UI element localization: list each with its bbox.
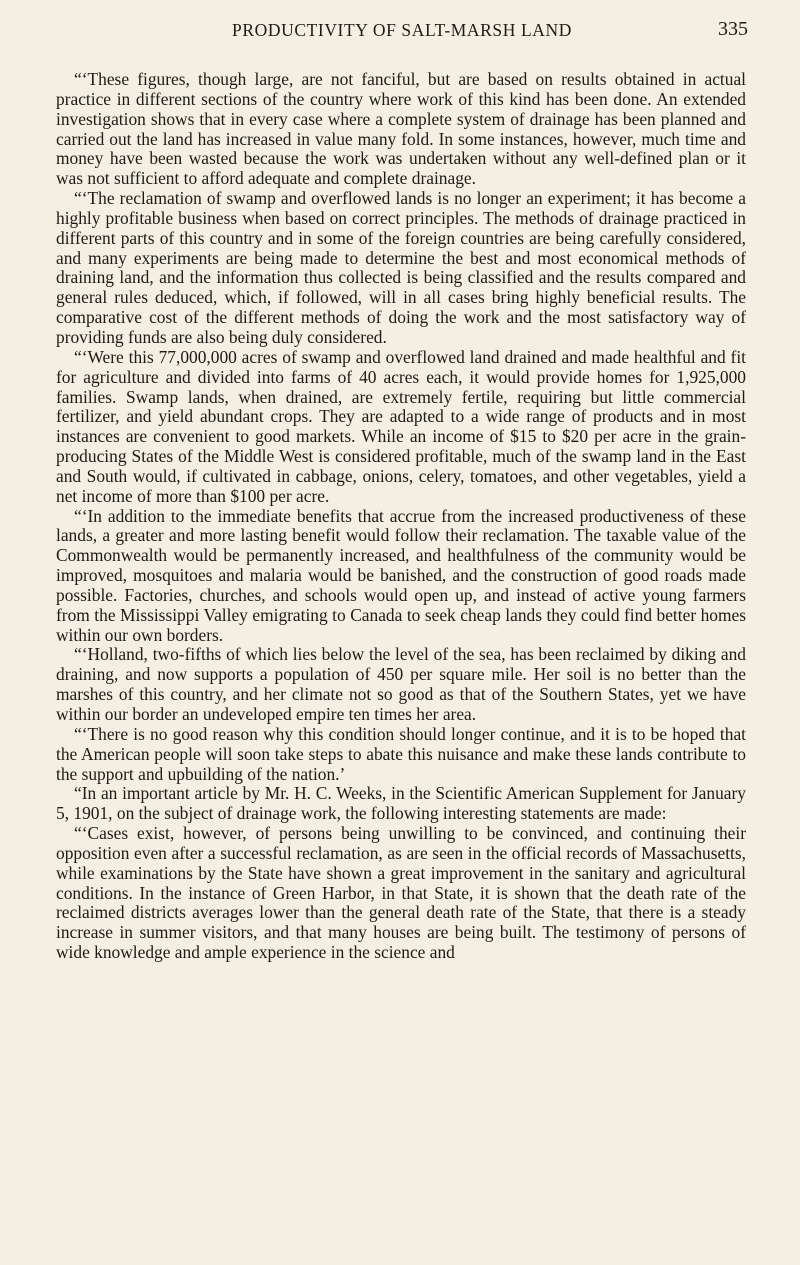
running-title: PRODUCTIVITY OF SALT-MARSH LAND bbox=[232, 20, 572, 40]
paragraph-benefits: “‘In addition to the immediate benefits that accrue from the increased productiveness of these lands, a greater and more lasting benefit would follow their reclamation. The taxable value of the Commonwealth would be permanently increased, and healthfulness of the community would be improved, mosquitoes and malaria would be banished, and the construction of good roads made possible. Factories, churches, and schools would open up, and instead of active young farmers from the Mississippi Valley emigrating to Canada to seek cheap lands they could find better homes within our own borders. bbox=[56, 505, 746, 645]
paragraph-massachusetts: “‘Cases exist, however, of persons being unwilling to be convinced, and continuing their opposition even after a successful reclamation, as are seen in the official records of Massachusetts, while examinations by the State have shown a great improvement in the sanitary and agricultural conditions. In the instance of Green Harbor, in that State, it is shown that the death rate of the reclaimed districts averages lower than the general death rate of the State, that there is a steady increase in summer visitors, and that many houses are being built. The testimony of persons of wide knowledge and ample experience in the science and bbox=[56, 823, 746, 963]
paragraph-acres: “‘Were this 77,000,000 acres of swamp and overflowed land drained and made healthful and fit for agriculture and divided into farms of 40 acres each, it would provide homes for 1,925,000 families. Swamp lands, when drained, are extremely fertile, requiring but little commercial fertilizer, and yield abundant crops. They are adapted to a wide range of products and in most instances are convenient to good markets. While an income of $15 to $20 per acre in the grain-producing States of the Middle West is considered profitable, much of the swamp land in the East and South would, if cultivated in cabbage, onions, celery, tomatoes, and other vegetables, yield a net income of more than $100 per acre. bbox=[56, 346, 746, 506]
paragraph-reclamation: “‘The reclamation of swamp and overflowed lands is no longer an experiment; it has become a highly profitable business when based on correct principles. The methods of drainage practiced in different parts of this country and in some of the foreign countries are being carefully considered, and many experiments are being made to determine the best and most economical methods of draining land, and the information thus collected is being classified and the results compared and general rules deduced, which, if followed, will in all cases bring highly beneficial results. The comparative cost of the different methods of doing the work and the most satisfactory way of providing funds are also being duly considered. bbox=[56, 188, 746, 347]
body-text bbox=[56, 70, 746, 963]
page-number: 335 bbox=[718, 18, 748, 40]
paragraph-nuisance: “‘There is no good reason why this condition should longer continue, and it is to be hoped that the American people will soon take steps to abate this nuisance and make these lands contribute to the support and upbuilding of the nation.’ bbox=[56, 723, 746, 784]
running-header bbox=[56, 18, 748, 42]
paragraph-holland: “‘Holland, two-fifths of which lies below the level of the sea, has been reclaimed by diking and draining, and now supports a population of 450 per square mile. Her soil is no better than the marshes of this country, and her climate not so good as that of the Southern States, yet we have within our border an undeveloped empire ten times her area. bbox=[56, 644, 746, 724]
paragraph-figures: “‘These figures, though large, are not fanciful, but are based on results obtained in actual practice in different sections of the country where work of this kind has been done. An extended investigation shows that in every case where a complete system of drainage has been planned and carried out the land has increased in value many fold. In some instances, however, much time and money have been wasted because the work was undertaken without any well-defined plan or it was not sufficient to afford adequate and complete drainage. bbox=[56, 69, 746, 189]
paragraph-weeks-article: “In an important article by Mr. H. C. Weeks, in the Scientific American Supplement for January 5, 1901, on the subject of drainage work, the following interesting statements are made: bbox=[56, 783, 746, 824]
